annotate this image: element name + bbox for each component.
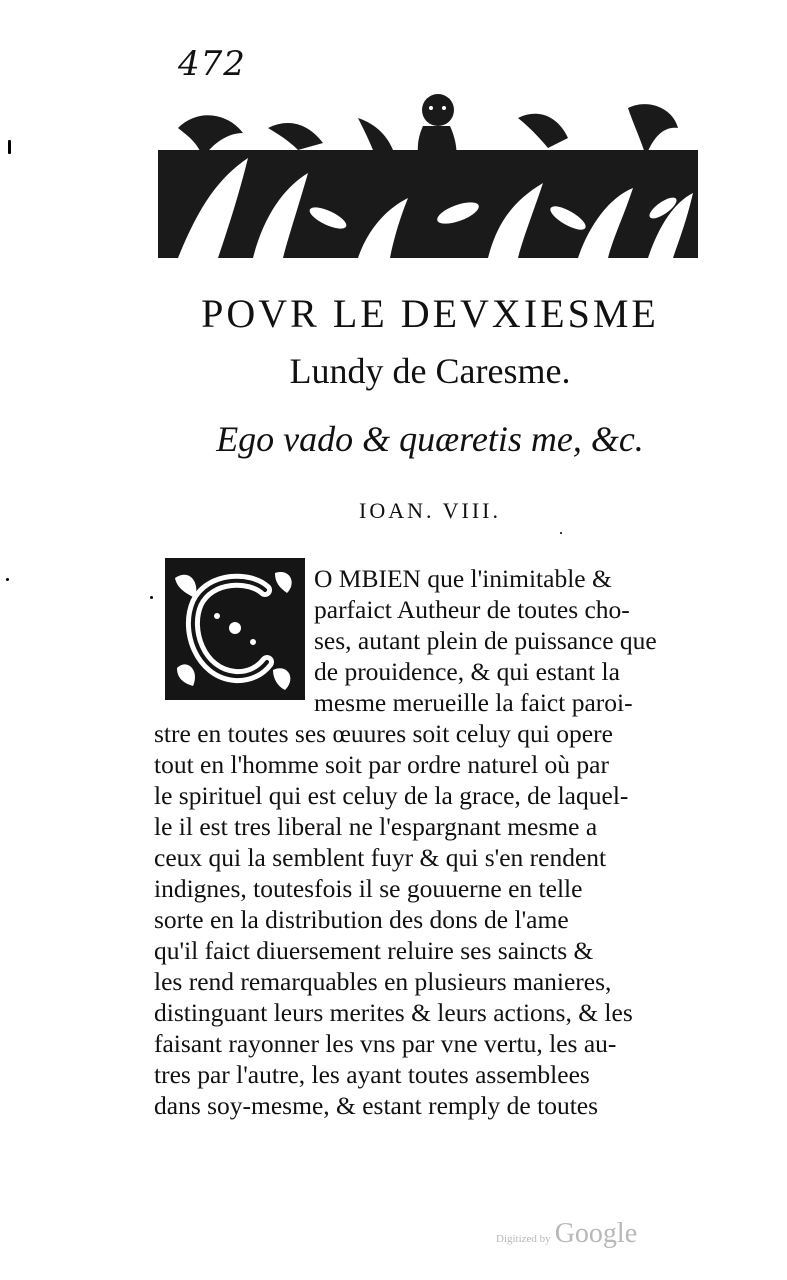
body-line: les rend remarquables en plusieurs manieres, <box>154 967 612 996</box>
body-line: ceux qui la semblent fuyr & qui s'en rendent <box>154 843 607 872</box>
section-title: POVR LE DEVXIESME <box>201 291 659 336</box>
scan-speck <box>150 596 153 599</box>
body-line: parfaict Autheur de toutes cho- <box>314 595 630 624</box>
body-line: tout en l'homme soit par ordre naturel où par <box>154 750 609 779</box>
scan-speck <box>8 140 11 154</box>
body-line: tres par l'autre, les ayant toutes assemblees <box>154 1060 590 1089</box>
body-line: qu'il faict diuersement reluire ses saincts & <box>154 936 594 965</box>
google-logo-text: Google <box>554 1218 638 1249</box>
scan-speck <box>6 578 9 581</box>
body-line: de prouidence, & qui estant la <box>314 657 620 686</box>
body-line: dans soy-mesme, & estant remply de toutes <box>154 1091 599 1120</box>
body-line: le il est tres liberal ne l'espargnant mesme a <box>154 812 598 841</box>
section-subtitle: Lundy de Caresme. <box>289 351 571 391</box>
body-line: faisant rayonner les vns par vne vertu, les au- <box>154 1029 617 1058</box>
body-line: stre en toutes ses œuures soit celuy qui opere <box>154 719 613 748</box>
scripture-reference: IOAN. VIII. <box>359 498 501 523</box>
body-line: ses, autant plein de puissance que <box>314 626 657 655</box>
body-line: indignes, toutesfois il se gouuerne en telle <box>154 874 583 903</box>
body-line: le spirituel qui est celuy de la grace, de laquel- <box>154 781 629 810</box>
body-line: sorte en la distribution des dons de l'ame <box>154 905 569 934</box>
decorated-initial-c <box>165 558 305 700</box>
body-line: mesme merueille la faict paroi- <box>314 688 633 717</box>
scan-speck <box>560 532 562 534</box>
woodcut-headpiece-ornament <box>158 88 698 258</box>
body-line: distinguant leurs merites & leurs actions, & les <box>154 998 633 1027</box>
body-line: O MBIEN que l'inimitable & <box>314 564 612 593</box>
page-number: 472 <box>178 44 246 84</box>
latin-epigraph: Ego vado & quæretis me, &c. <box>216 419 644 459</box>
digitized-by-label: Digitized by <box>496 1233 551 1245</box>
digitized-by-google-watermark <box>496 1218 637 1250</box>
